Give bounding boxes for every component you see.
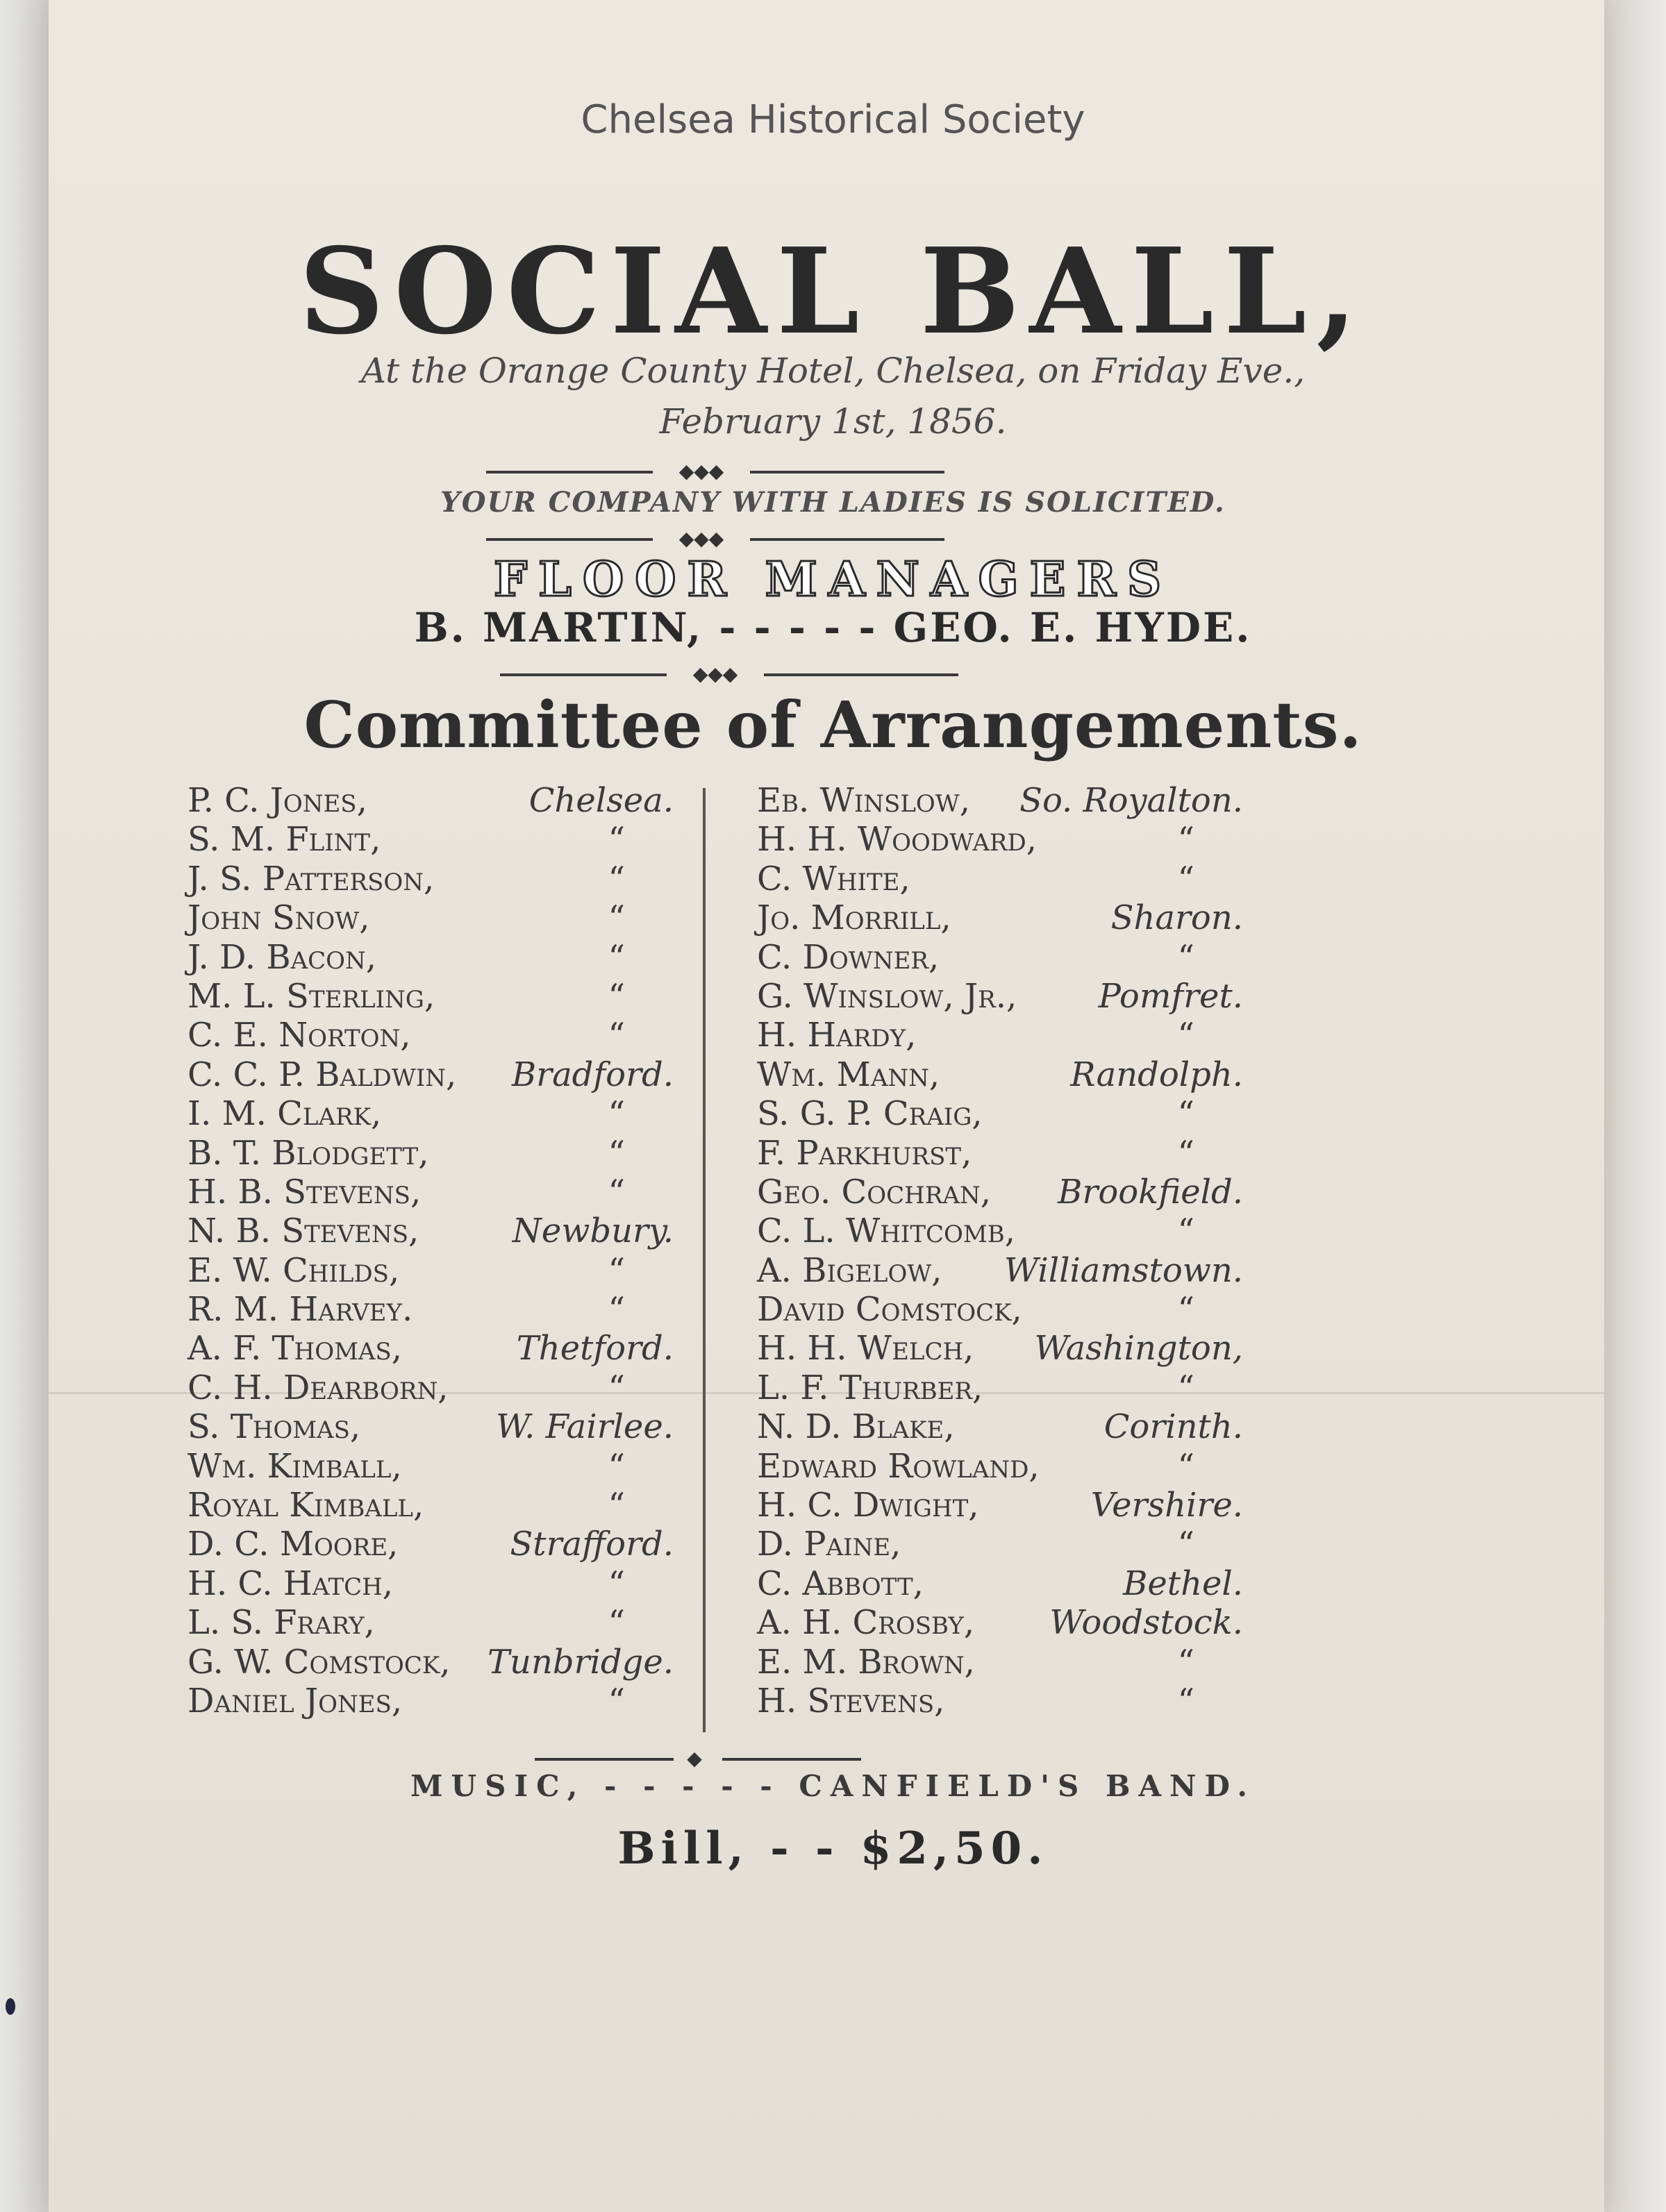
member-name: G. Winslow, Jr., (757, 976, 1017, 1016)
member-town: “ (1177, 1016, 1194, 1055)
member-name: Wm. Kimball, (188, 1446, 402, 1486)
committee-row (757, 860, 1243, 898)
member-name: H. C. Dwight, (757, 1486, 979, 1525)
ornament-diamonds: ◆◆◆ (692, 662, 738, 685)
committee-row (188, 1290, 674, 1329)
member-town: Brookfield. (1058, 1172, 1243, 1212)
member-name: N. D. Blake, (757, 1407, 955, 1447)
member-town: So. Royalton. (1019, 781, 1243, 820)
member-town: “ (608, 1603, 625, 1643)
member-town: Bradford. (511, 1055, 674, 1094)
ornament-rule-right (722, 1758, 861, 1761)
member-town: “ (1177, 1133, 1194, 1173)
committee-row (188, 1329, 674, 1368)
member-name: H. B. Stevens, (188, 1172, 422, 1212)
committee-row (188, 1603, 674, 1642)
ornament-rule-right (764, 673, 958, 676)
committee-row (757, 1290, 1243, 1329)
member-name: John Snow, (188, 898, 370, 938)
member-name: C. White, (757, 859, 910, 898)
member-town: “ (608, 1016, 625, 1055)
committee-row (188, 1212, 674, 1250)
member-name: S. Thomas, (188, 1407, 361, 1447)
member-name: C. Downer, (757, 937, 940, 977)
ink-mark (6, 1998, 15, 2015)
member-name: L. F. Thurber, (757, 1368, 983, 1407)
member-town: Corinth. (1103, 1407, 1243, 1447)
member-name: P. C. Jones, (188, 781, 367, 820)
date-line: February 1st, 1856. (659, 401, 1007, 442)
committee-row (757, 1407, 1243, 1446)
member-town: “ (608, 1368, 625, 1407)
committee-row (188, 1643, 674, 1682)
committee-row (757, 1212, 1243, 1250)
committee-row (188, 781, 674, 820)
member-town: “ (608, 1094, 625, 1134)
member-name: David Comstock, (757, 1290, 1022, 1330)
floor-managers-heading: FLOOR MANAGERS (493, 552, 1173, 608)
committee-row (757, 820, 1243, 859)
committee-row (188, 1173, 674, 1212)
member-town: “ (608, 976, 625, 1016)
member-name: C. H. Dearborn, (188, 1368, 449, 1407)
member-name: Daniel Jones, (188, 1681, 403, 1720)
member-town: “ (608, 859, 625, 898)
member-name: C. C. P. Baldwin, (188, 1055, 457, 1094)
committee-row (757, 1486, 1243, 1525)
member-name: F. Parkhurst, (757, 1133, 972, 1173)
committee-row (188, 820, 674, 859)
member-name: G. W. Comstock, (188, 1642, 451, 1682)
member-name: J. D. Bacon, (188, 937, 377, 977)
member-name: S. M. Flint, (188, 820, 381, 860)
member-town: Newbury. (512, 1212, 674, 1251)
member-town: Sharon. (1110, 898, 1243, 938)
committee-row (757, 1564, 1243, 1603)
member-town: Chelsea. (528, 781, 674, 820)
member-name: Edward Rowland, (757, 1446, 1040, 1486)
committee-row (757, 1134, 1243, 1173)
committee-row (757, 1368, 1243, 1407)
committee-list-right (757, 781, 1243, 1720)
member-town: Woodstock. (1049, 1603, 1243, 1643)
member-name: Eb. Winslow, (757, 781, 971, 820)
member-town: “ (608, 937, 625, 977)
column-divider (703, 788, 706, 1732)
committee-row (757, 938, 1243, 977)
page-title: SOCIAL BALL, (299, 222, 1367, 361)
committee-row (188, 860, 674, 898)
member-name: J. S. Patterson, (188, 859, 435, 898)
committee-row (757, 898, 1243, 937)
member-name: Wm. Mann, (757, 1055, 940, 1094)
member-town: “ (608, 1290, 625, 1330)
committee-row (188, 977, 674, 1016)
member-name: H. C. Hatch, (188, 1564, 394, 1603)
member-name: C. Abbott, (757, 1564, 924, 1603)
member-name: A. F. Thomas, (188, 1329, 402, 1368)
committee-row (757, 781, 1243, 820)
member-town: “ (608, 1486, 625, 1525)
committee-row (188, 1486, 674, 1525)
member-town: Pomfret. (1098, 976, 1243, 1016)
committee-row (188, 1447, 674, 1486)
member-name: D. C. Moore, (188, 1525, 399, 1564)
committee-heading: Committee of Arrangements. (303, 687, 1363, 762)
ornament-rule-right (750, 471, 944, 474)
committee-row (188, 1055, 674, 1094)
member-town: “ (608, 1250, 625, 1290)
member-town: “ (1177, 859, 1194, 898)
member-town: Strafford. (510, 1525, 674, 1564)
member-name: N. B. Stevens, (188, 1212, 419, 1251)
member-town: “ (1177, 1290, 1194, 1330)
member-name: Royal Kimball, (188, 1486, 424, 1525)
music-line: MUSIC, - - - - - CANFIELD'S BAND. (410, 1769, 1256, 1803)
member-town: “ (1177, 1212, 1194, 1251)
committee-row (757, 1055, 1243, 1094)
member-name: M. L. Sterling, (188, 976, 435, 1016)
committee-row (757, 1016, 1243, 1055)
committee-row (188, 1016, 674, 1055)
member-town: “ (1177, 1368, 1194, 1407)
floor-managers-names: B. MARTIN, - - - - - GEO. E. HYDE. (414, 604, 1252, 651)
bill-line: Bill, - - $2,50. (617, 1823, 1049, 1875)
member-name: H. Hardy, (757, 1016, 917, 1055)
ornament-diamonds: ◆◆◆ (678, 527, 724, 550)
member-town: “ (1177, 1525, 1194, 1564)
member-town: Washington, (1034, 1329, 1243, 1368)
committee-row (757, 1173, 1243, 1212)
committee-row (757, 977, 1243, 1016)
member-name: H. H. Welch, (757, 1329, 974, 1368)
member-name: H. H. Woodward, (757, 820, 1038, 860)
ornament-rule-left (486, 538, 653, 541)
committee-row (757, 1251, 1243, 1290)
member-name: E. M. Brown, (757, 1642, 975, 1682)
member-name: A. H. Crosby, (757, 1603, 975, 1643)
member-name: D. Paine, (757, 1525, 901, 1564)
committee-row (188, 938, 674, 977)
member-town: “ (608, 1564, 625, 1603)
invitation-line: YOUR COMPANY WITH LADIES IS SOLICITED. (440, 486, 1226, 519)
venue-line: At the Orange County Hotel, Chelsea, on Friday Eve., (360, 351, 1306, 391)
member-name: H. Stevens, (757, 1681, 945, 1720)
committee-list-left (188, 781, 674, 1720)
committee-row (757, 1329, 1243, 1368)
member-town: “ (608, 1681, 625, 1720)
member-town: Bethel. (1123, 1564, 1243, 1603)
member-name: Jo. Morrill, (757, 898, 951, 938)
member-town: “ (608, 1172, 625, 1212)
member-town: Vershire. (1090, 1486, 1243, 1525)
member-town: Williamstown. (1003, 1250, 1243, 1290)
ornament-diamonds: ◆ (687, 1747, 702, 1770)
committee-row (757, 1603, 1243, 1642)
member-name: C. E. Norton, (188, 1016, 411, 1055)
member-name: C. L. Whitcomb, (757, 1212, 1015, 1251)
committee-row (757, 1682, 1243, 1720)
ornament-rule-left (535, 1758, 674, 1761)
committee-row (757, 1643, 1243, 1682)
member-town: “ (1177, 1642, 1194, 1682)
committee-row (188, 1682, 674, 1720)
member-name: E. W. Childs, (188, 1250, 400, 1290)
member-name: A. Bigelow, (757, 1250, 942, 1290)
committee-row (757, 1094, 1243, 1133)
member-name: Geo. Cochran, (757, 1172, 991, 1212)
member-town: Thetford. (516, 1329, 674, 1368)
committee-row (188, 1368, 674, 1407)
ornament-rule-right (750, 538, 944, 541)
committee-row (188, 1407, 674, 1446)
member-name: B. T. Blodgett, (188, 1133, 429, 1173)
member-name: S. G. P. Craig, (757, 1094, 983, 1134)
member-name: I. M. Clark, (188, 1094, 382, 1134)
member-town: “ (1177, 1094, 1194, 1134)
member-town: “ (1177, 1681, 1194, 1720)
committee-row (188, 1094, 674, 1133)
committee-row (188, 1564, 674, 1603)
ornament-diamonds: ◆◆◆ (678, 460, 724, 483)
member-town: Randolph. (1070, 1055, 1243, 1094)
member-town: “ (608, 1133, 625, 1173)
committee-row (757, 1525, 1243, 1564)
watermark: Chelsea Historical Society (581, 97, 1085, 142)
member-town: Tunbridge. (488, 1642, 674, 1682)
member-town: W. Fairlee. (496, 1407, 674, 1447)
member-town: “ (608, 1446, 625, 1486)
member-name: R. M. Harvey. (188, 1290, 413, 1330)
committee-row (188, 1251, 674, 1290)
committee-row (188, 1134, 674, 1173)
member-town: “ (1177, 937, 1194, 977)
member-town: “ (1177, 1446, 1194, 1486)
ornament-rule-left (500, 673, 667, 676)
ornament-rule-left (486, 471, 653, 474)
committee-row (188, 1525, 674, 1564)
committee-row (188, 898, 674, 937)
committee-row (757, 1447, 1243, 1486)
member-town: “ (608, 898, 625, 938)
member-name: L. S. Frary, (188, 1603, 375, 1643)
member-town: “ (608, 820, 625, 860)
member-town: “ (1177, 820, 1194, 860)
